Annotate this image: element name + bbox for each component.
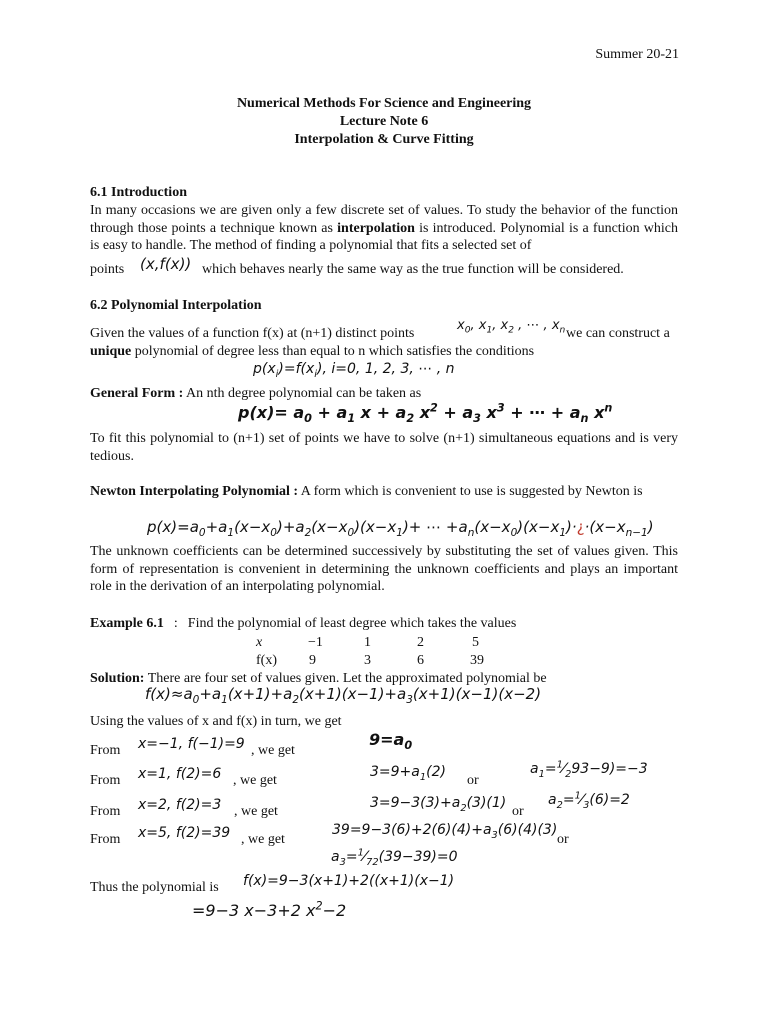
table-fx-label: f(x) xyxy=(256,653,277,668)
table-x-value: 2 xyxy=(417,635,424,650)
table-x-value: 1 xyxy=(364,635,371,650)
fit-paragraph: To fit this polynomial to (n+1) set of points we have to solve (n+1) simultaneous equations and is very tedious. xyxy=(90,431,678,464)
from-label: From xyxy=(90,832,121,847)
points-tail-text: which behaves nearly the same way as the true function will be considered. xyxy=(202,262,624,277)
thus-text: Thus the polynomial is xyxy=(90,880,219,895)
table-fx-value: 39 xyxy=(470,653,484,668)
point-pair-formula: (x,f(x)) xyxy=(140,255,192,273)
solution-line: Solution: There are four set of values given. Let the approximated polynomial be xyxy=(90,671,547,686)
coefficient-a0-result: $9=a_0$ xyxy=(369,730,413,753)
intro-paragraph: In many occasions we are given only a few discrete set of values. To study the behavior of the function through those points a technique known as interpolation is introduced. Polynomial is a function which is easy to handle. The method of finding a polynomial that fits a selected set of xyxy=(90,203,678,253)
substitution-formula: x=2, f(2)=3 xyxy=(138,797,222,813)
table-fx-value: 6 xyxy=(417,653,424,668)
document-title: Numerical Methods For Science and Engineering xyxy=(236,96,532,111)
we-get-text: , we get xyxy=(233,773,277,788)
coefficient-a2-result: $a_2=^1⁄_3(6)=2$ xyxy=(548,790,630,811)
newton-intro-paragraph: Newton Interpolating Polynomial : A form which is convenient to use is suggested by Newton is xyxy=(90,484,643,499)
from-label: From xyxy=(90,743,121,758)
from-label: From xyxy=(90,804,121,819)
using-values-text: Using the values of x and f(x) in turn, we get xyxy=(90,714,342,729)
section-heading-polynomial-interpolation: 6.2 Polynomial Interpolation xyxy=(90,298,262,313)
points-word: points xyxy=(90,262,125,277)
distinct-points-formula: $x_0$, $x_1$, $x_2$ , ⋯ , $x_n$ xyxy=(457,318,566,336)
newton-polynomial-formula: $p(x)=a_0+a_1(x-x_0)+a_2(x-x_0)(x-x_1)+$ ⋯ $+a_n(x-x_0)(x-x_1)\cdot¿\cdot(x-x_{n-1})$ xyxy=(147,518,654,539)
from-label: From xyxy=(90,773,121,788)
general-form-line: General Form : An nth degree polynomial can be taken as xyxy=(90,386,422,401)
unknown-coefficients-paragraph: The unknown coefficients can be determined successively by substituting the set of values given. This form of representation is convenient in determining the unknown coefficients and plays an important role in the derivation of an interpolating polynomial. xyxy=(90,544,678,594)
substitution-formula: x=−1, f(−1)=9 xyxy=(138,736,245,752)
or-text: or xyxy=(467,773,479,788)
we-get-text: , we get xyxy=(241,832,285,847)
interpolation-term: interpolation xyxy=(337,220,415,236)
interpolation-condition-formula: $p(x_i)=f(x_i)$, i=0, 1, 2, 3, ⋯ , n xyxy=(253,361,455,380)
general-form-formula: $p(x)= a_0 + a_1$ $x + a_2$ $x^2 + a_3$ $x^3$ + ⋯ + $a_n$ $x^n$ xyxy=(238,401,613,426)
table-x-value: −1 xyxy=(308,635,323,650)
given-text: Given the values of a function f(x) at (n+1) distinct points xyxy=(90,326,415,341)
substitution-formula: x=1, f(2)=6 xyxy=(138,766,222,782)
coefficient-a3-result: $a_3=^1⁄_{72}(39-39)=0$ xyxy=(331,847,458,868)
simplified-polynomial-formula: =9−3 x−3+2 $x^2-2$ xyxy=(192,899,347,920)
table-fx-value: 3 xyxy=(364,653,371,668)
example-line: Example 6.1 : Find the polynomial of least degree which takes the values xyxy=(90,616,517,631)
coefficient-a1-result: $a_1=^1⁄_293-9)=-3$ xyxy=(530,759,648,780)
approximated-polynomial-formula: $f(x)\approx a_0+a_1(x+1)+a_2(x+1)(x-1)+a_3(x+1)(x-1)(x-2)$ xyxy=(145,685,542,706)
term-label: Summer 20-21 xyxy=(595,47,679,62)
substitution-formula: x=5, f(2)=39 xyxy=(138,825,231,841)
section-heading-introduction: 6.1 Introduction xyxy=(90,185,187,200)
lecture-number: Lecture Note 6 xyxy=(339,114,429,129)
table-x-label: x xyxy=(256,635,263,650)
lecture-topic: Interpolation & Curve Fitting xyxy=(294,132,474,147)
table-fx-value: 9 xyxy=(309,653,316,668)
equation-a3: $39=9-3(6)+2(6)(4)+a_3(6)(4)(3)$ xyxy=(332,822,558,841)
given-end-text: we can construct a xyxy=(566,326,670,341)
we-get-text: , we get xyxy=(251,743,295,758)
or-text: or xyxy=(512,804,524,819)
we-get-text: , we get xyxy=(234,804,278,819)
final-polynomial-formula: f(x)=9−3(x+1)+2((x+1)(x−1) xyxy=(243,873,455,889)
or-text: or xyxy=(557,832,569,847)
table-x-value: 5 xyxy=(472,635,479,650)
unique-line: unique polynomial of degree less than equal to n which satisfies the conditions xyxy=(90,344,535,359)
equation-a2: $3=9-3(3)+a_2(3)(1)$ xyxy=(370,795,507,814)
equation-a1: $3=9+a_1(2)$ xyxy=(370,764,446,783)
